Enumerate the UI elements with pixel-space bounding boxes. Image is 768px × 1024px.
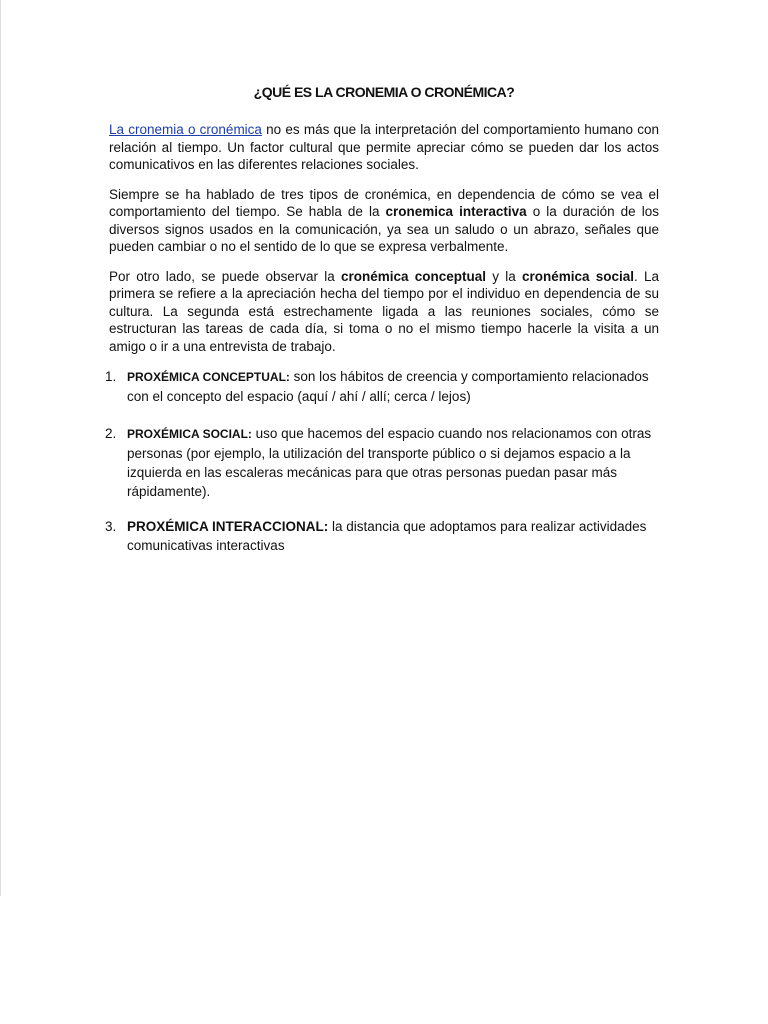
list-text: son los hábitos de creencia y comportamiento relacionados con el concepto del espacio (aquí / ahí / allí; cerca / lejos) xyxy=(127,369,649,404)
cronemia-link[interactable]: La cronemia o cronémica xyxy=(109,122,262,137)
paragraph-types xyxy=(109,186,659,256)
paragraph-conceptual-social xyxy=(109,268,659,356)
bold-cronemica-conceptual: cronémica conceptual xyxy=(340,268,486,284)
list-text: la distancia que adoptamos para realizar actividades comunicativas interactivas xyxy=(127,519,647,553)
list-item xyxy=(105,367,659,406)
list-number: 3. xyxy=(105,519,117,534)
paragraph-types-text-before: Siempre se ha hablado de tres tipos de cronémica, en dependencia de cómo se vea el comportamiento del tiempo. Se habla de la xyxy=(109,186,659,219)
list-term: PROXÉMICA CONCEPTUAL: xyxy=(127,370,290,384)
page-edge xyxy=(0,0,1,896)
list-term: PROXÉMICA INTERACCIONAL: xyxy=(127,519,329,534)
page-title: ¿QUÉ ES LA CRONEMIA O CRONÉMICA? xyxy=(253,84,515,100)
bold-cronemica-interactiva: cronemica interactiva xyxy=(385,204,527,219)
paragraph-definition xyxy=(109,121,659,174)
list-number: 2. xyxy=(105,426,117,441)
list-item xyxy=(105,517,659,555)
paragraph-cs-text-middle: y la xyxy=(486,268,522,284)
paragraph-definition-text: no es más que la interpretación del comportamiento humano con relación al tiempo. Un factor cultural que permite apreciar cómo se pueden dar los actos comunicativos en las diferentes relaciones sociales. xyxy=(109,122,659,172)
paragraph-cs-text-before: Por otro lado, se puede observar la xyxy=(109,268,341,284)
bold-cronemica-social: cronémica social xyxy=(521,268,634,284)
paragraph-types-text-after: o la duración de los diversos signos usados en la comunicación, ya sea un saludo o un abrazo, señales que pueden cambiar o no el sentido de lo que se expresa verbalmente. xyxy=(109,204,659,254)
list-term: PROXÉMICA SOCIAL: xyxy=(127,427,252,441)
list-number: 1. xyxy=(105,369,117,384)
list-text: uso que hacemos del espacio cuando nos relacionamos con otras personas (por ejemplo, la utilización del transporte público o si dejamos espacio a la izquierda en las escaleras mecánicas para que otras personas puedan pasar más rápidamente). xyxy=(127,426,652,499)
list-item xyxy=(105,424,659,501)
proxemica-list xyxy=(105,367,659,555)
paragraph-cs-text-after: . La primera se refiere a la apreciación hecha del tiempo por el individuo en dependencia de su cultura. La segunda está estrechamente ligada a las reuniones sociales, cómo se estructuran las tareas de cada día, si toma o no el mismo tiempo hacerle la visita a un amigo o ir a una entrevista de trabajo. xyxy=(109,268,659,354)
document-page xyxy=(105,84,659,573)
